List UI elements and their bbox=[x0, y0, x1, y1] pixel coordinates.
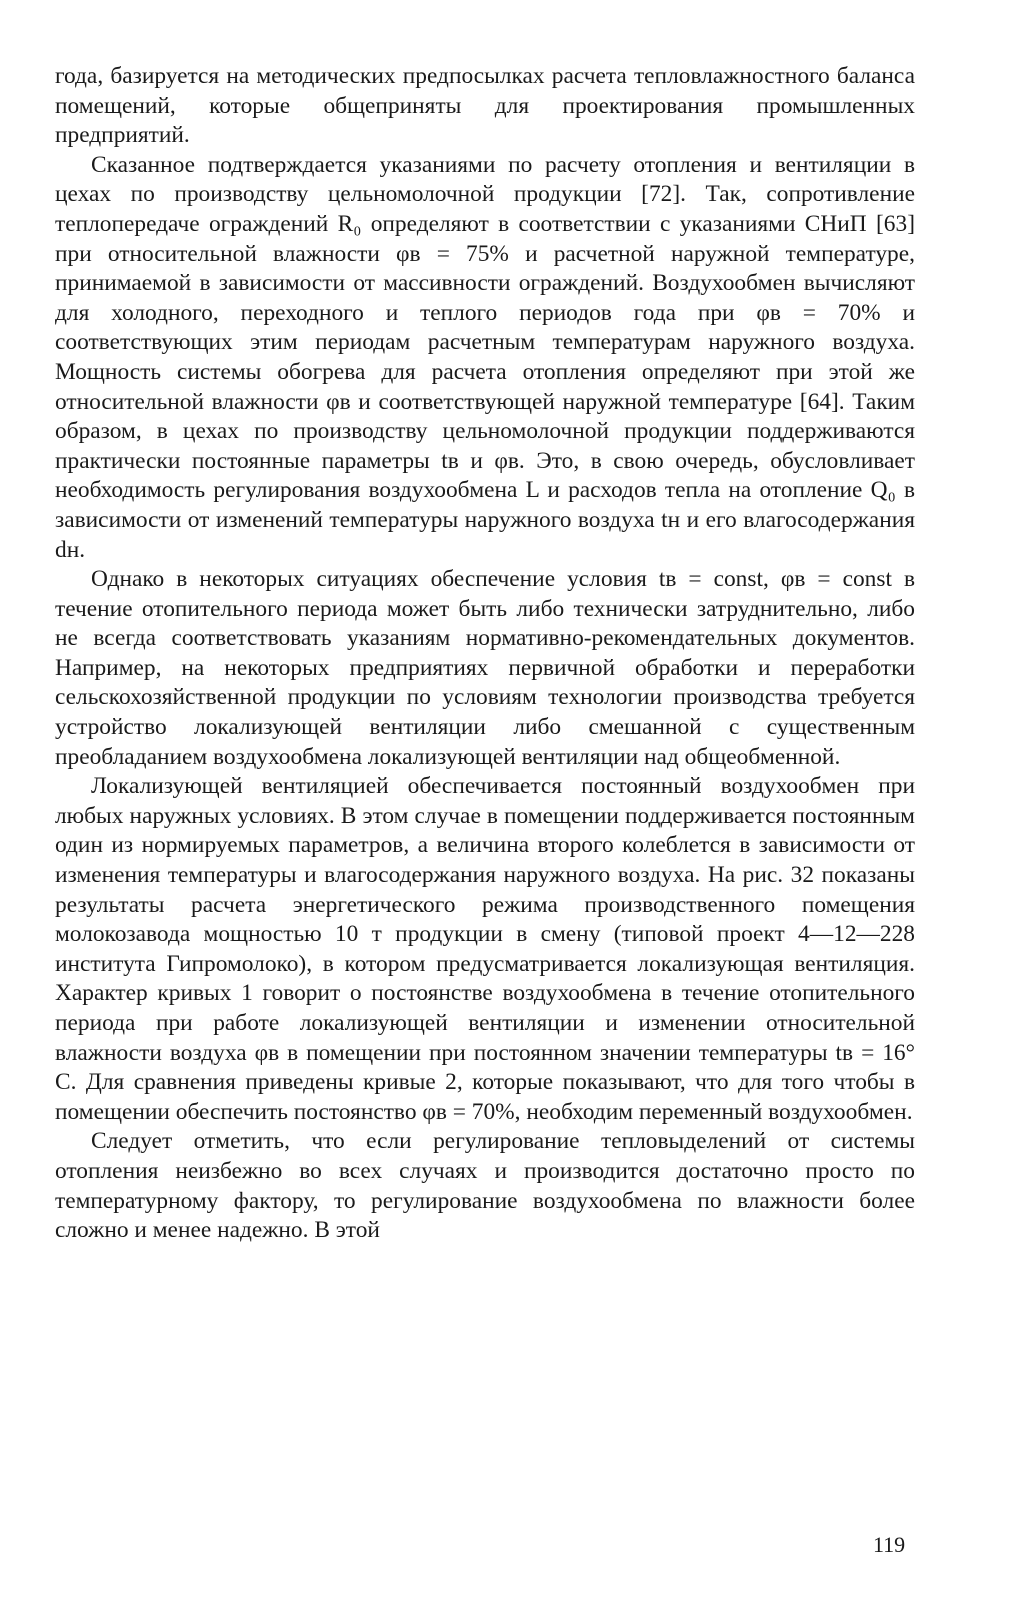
paragraph-1: года, базируется на методических предпосылках расчета тепловлажностного баланса помещений, которые общеприняты для проектирования промышленных предприятий. bbox=[55, 63, 915, 149]
page-body bbox=[55, 62, 915, 1562]
paragraph-2: Сказанное подтверждается указаниями по расчету отопления и вентиляции в цехах по производству цельномолочной продукции [72]. Так, сопротивление теплопередаче ограждений R₀ определяют в соответствии с указаниями СНиП [63] при относительной влажности φв = 75% и расчетной наружной температуре, принимаемой в зависимости от массивности ограждений. Воздухообмен вычисляют для холодного, переходного и теплого периодов года при φв = 70% и соответствующих этим периодам расчетным температурам наружного воздуха. Мощность системы обогрева для расчета отопления определяют при этой же относительной влажности φв и соответствующей наружной температуре [64]. Таким образом, в цехах по производству цельномолочной продукции поддерживаются практически постоянные параметры tв и φв. Это, в свою очередь, обусловливает необходимость регулирования воздухообмена L и расходов тепла на отопление Q₀ в зависимости от изменений температуры наружного воздуха tн и его влагосодержания dн. bbox=[55, 151, 915, 563]
paragraph-3: Однако в некоторых ситуациях обеспечение условия tв = const, φв = const в течение отопительного периода может быть либо технически затруднительно, либо не всегда соответствовать указаниям нормативно-рекомендательных документов. Например, на некоторых предприятиях первичной обработки и переработки сельскохозяйственной продукции по условиям технологии производства требуется устройство локализующей вентиляции либо смешанной с существенным преобладанием воздухообмена локализующей вентиляции над общеобменной. bbox=[55, 566, 915, 770]
paragraph-4: Локализующей вентиляцией обеспечивается постоянный воздухообмен при любых наружных условиях. В этом случае в помещении поддерживается постоянным один из нормируемых параметров, а величина второго колеблется в зависимости от изменения температуры и влагосодержания наружного воздуха. На рис. 32 показаны результаты расчета энергетического режима производственного помещения молокозавода мощностью 10 т продукции в смену (типовой проект 4—12—228 института Гипромолоко), в котором предусматривается локализующая вентиляция. Характер кривых 1 говорит о постоянстве воздухообмена в течение отопительного периода при работе локализующей вентиляции и изменении относительной влажности воздуха φв в помещении при постоянном значении температуры tв = 16° C. Для сравнения приведены кривые 2, которые показывают, что для того чтобы в помещении обеспечить постоянство φв = 70%, необходим переменный воздухообмен. bbox=[55, 773, 915, 1125]
paragraph-5: Следует отметить, что если регулирование тепловыделений от системы отопления неизбежно во всех случаях и производится достаточно просто по температурному фактору, то регулирование воздухообмена по влажности более сложно и менее надежно. В этой bbox=[55, 1128, 915, 1244]
page-number: 119 bbox=[873, 1532, 906, 1557]
